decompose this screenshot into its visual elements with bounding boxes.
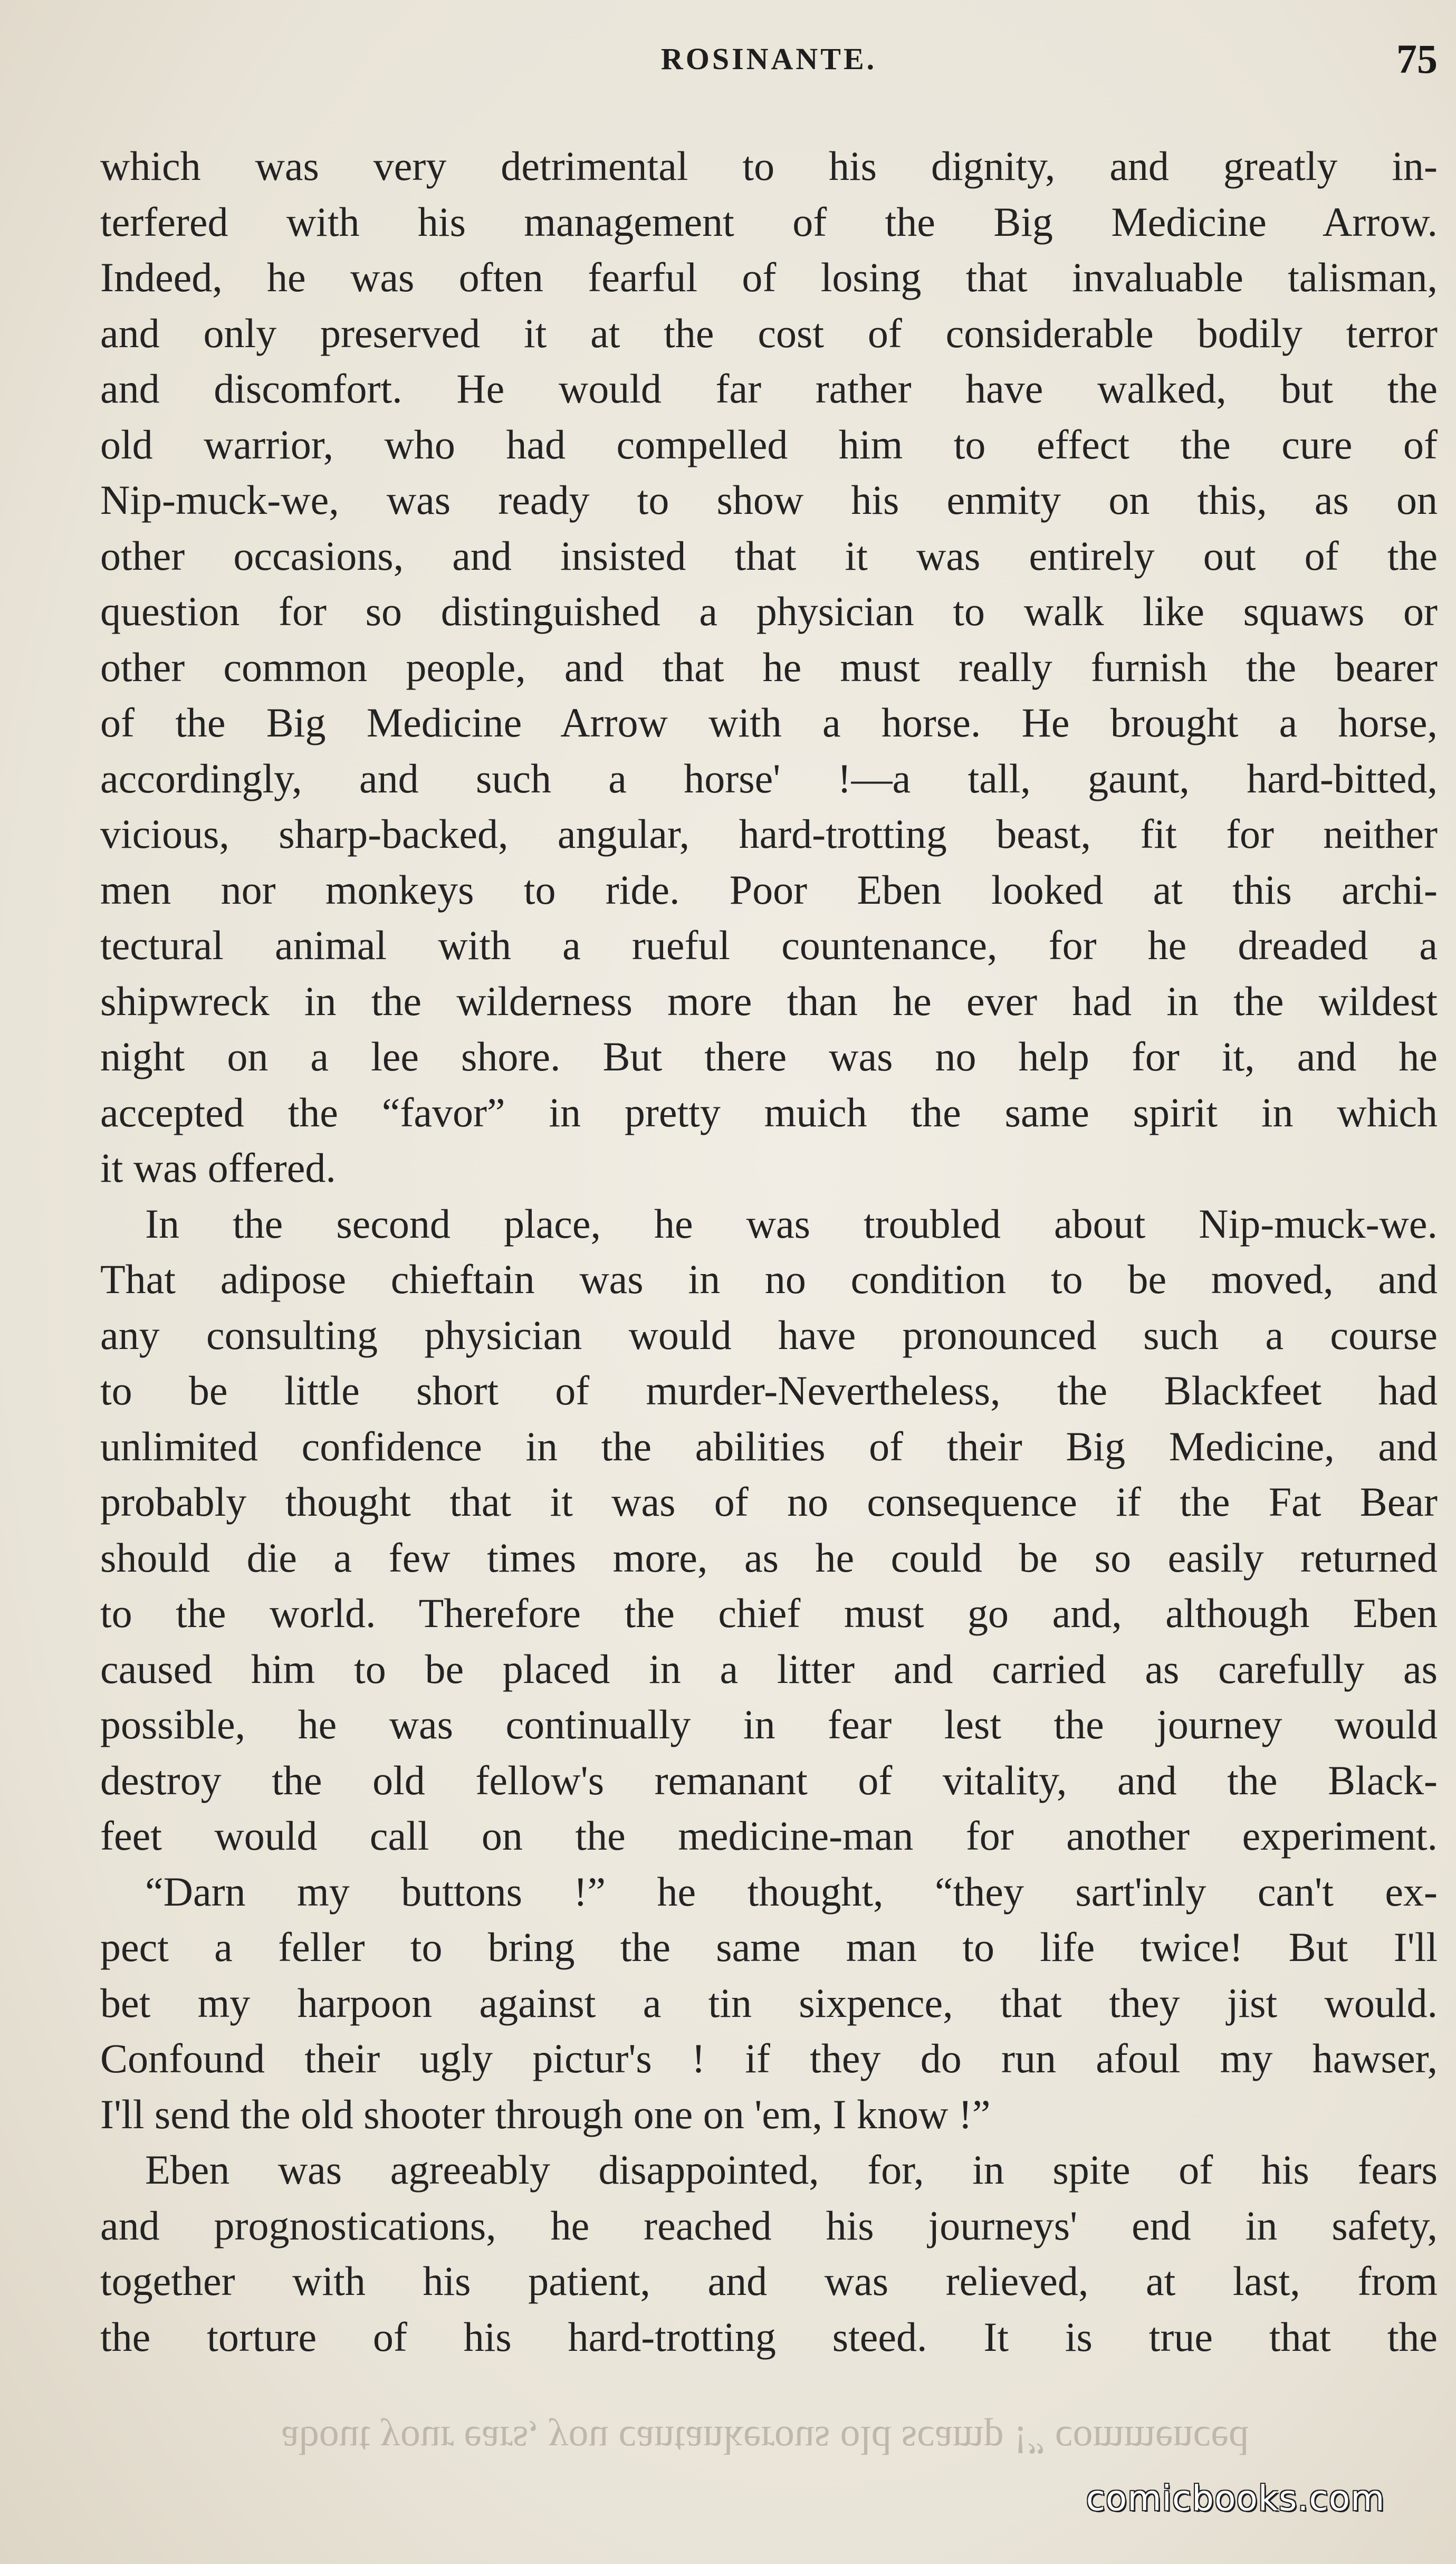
text-line: and only preserved it at the cost of considerable bodily terror xyxy=(100,310,1438,356)
text-line: unlimited confidence in the abilities of their Big Medicine, and xyxy=(100,1423,1438,1469)
text-line: vicious, sharp-backed, angular, hard-trotting beast, fit for neither xyxy=(100,811,1438,857)
text-line: other occasions, and insisted that it was entirely out of the xyxy=(100,532,1438,579)
text-line: tectural animal with a rueful countenance, for he dreaded a xyxy=(100,922,1438,968)
paragraph-3 xyxy=(100,2142,1438,2365)
text-line: Indeed, he was often fearful of losing that invaluable talisman, xyxy=(100,254,1438,300)
text-line: together with his patient, and was relieved, at last, from xyxy=(100,2258,1438,2304)
page-header xyxy=(100,33,1438,96)
text-line: which was very detrimental to his dignity, and greatly in- xyxy=(100,143,1438,189)
text-line: should die a few times more, as he could be so easily returned xyxy=(100,1534,1438,1581)
text-line: Confound their ugly pictur's ! if they do run afoul my hawser, xyxy=(100,2035,1438,2081)
text-line: accepted the “favor” in pretty muich the same spirit in which xyxy=(100,1089,1438,1135)
text-line: accordingly, and such a horse' !—a tall, gaunt, hard-bitted, xyxy=(100,755,1438,801)
text-line: probably thought that it was of no consequence if the Fat Bear xyxy=(100,1479,1438,1525)
text-line: old warrior, who had compelled him to effect the cure of xyxy=(100,421,1438,467)
watermark-logo xyxy=(1046,2469,1425,2527)
text-line: I'll send the old shooter through one on 'em, I know !” xyxy=(100,2091,991,2137)
paragraph-1 xyxy=(100,138,1438,1196)
body-text xyxy=(100,138,1438,2365)
text-line: men nor monkeys to ride. Poor Eben looked at this archi- xyxy=(100,866,1438,913)
text-line: night on a lee shore. But there was no help for it, and he xyxy=(100,1034,1438,1079)
text-line: to the world. Therefore the chief must go and, although Eben xyxy=(100,1590,1438,1636)
text-line: to be little short of murder-Nevertheless, the Blackfeet had xyxy=(100,1367,1438,1413)
text-line: caused him to be placed in a litter and carried as carefully as xyxy=(100,1645,1438,1692)
text-line: destroy the old fellow's remanant of vitality, and the Black- xyxy=(100,1757,1438,1803)
watermark-text: comicbooks.com xyxy=(1086,2477,1385,2519)
text-line: Eben was agreeably disappointed, for, in spite of his fears xyxy=(145,2147,1438,2193)
text-line: feet would call on the medicine-man for another experiment. xyxy=(100,1813,1438,1859)
running-head: ROSINANTE. xyxy=(660,42,877,76)
text-line: and discomfort. He would far rather have walked, but the xyxy=(100,366,1438,412)
text-line: bet my harpoon against a tin sixpence, that they jist would. xyxy=(100,1979,1438,2026)
paragraph-2 xyxy=(100,1196,1438,2142)
text-line: any consulting physician would have pronounced such a course xyxy=(100,1312,1438,1358)
text-line: it was offered. xyxy=(100,1145,336,1191)
text-line: Nip-muck-we, was ready to show his enmity on this, as on xyxy=(100,477,1438,523)
text-line: terfered with his management of the Big Medicine Arrow. xyxy=(100,198,1438,245)
text-line: the torture of his hard-trotting steed. It is true that the xyxy=(100,2313,1438,2360)
page-number: 75 xyxy=(1396,36,1438,82)
text-line: other common people, and that he must really furnish the bearer xyxy=(100,644,1438,690)
text-line: In the second place, he was troubled about Nip-muck-we. xyxy=(145,1200,1438,1247)
text-line: and prognostications, he reached his journeys' end in safety, xyxy=(100,2202,1438,2249)
text-line: of the Big Medicine Arrow with a horse. He brought a horse, xyxy=(100,700,1438,745)
text-line: question for so distinguished a physician to walk like squaws or xyxy=(100,588,1438,634)
text-line: “Darn my buttons !” he thought, “they sart'inly can't ex- xyxy=(145,1868,1438,1915)
text-line: shipwreck in the wilderness more than he ever had in the wildest xyxy=(100,978,1438,1024)
text-line: That adipose chieftain was in no condition to be moved, and xyxy=(100,1256,1438,1302)
text-line: possible, he was continually in fear lest the journey would xyxy=(100,1701,1438,1747)
bleed-through-text: about your ears, you cantankerous old scamp !” commenced xyxy=(281,2418,1249,2462)
text-line: pect a feller to bring the same man to life twice! But I'll xyxy=(100,1924,1438,1970)
